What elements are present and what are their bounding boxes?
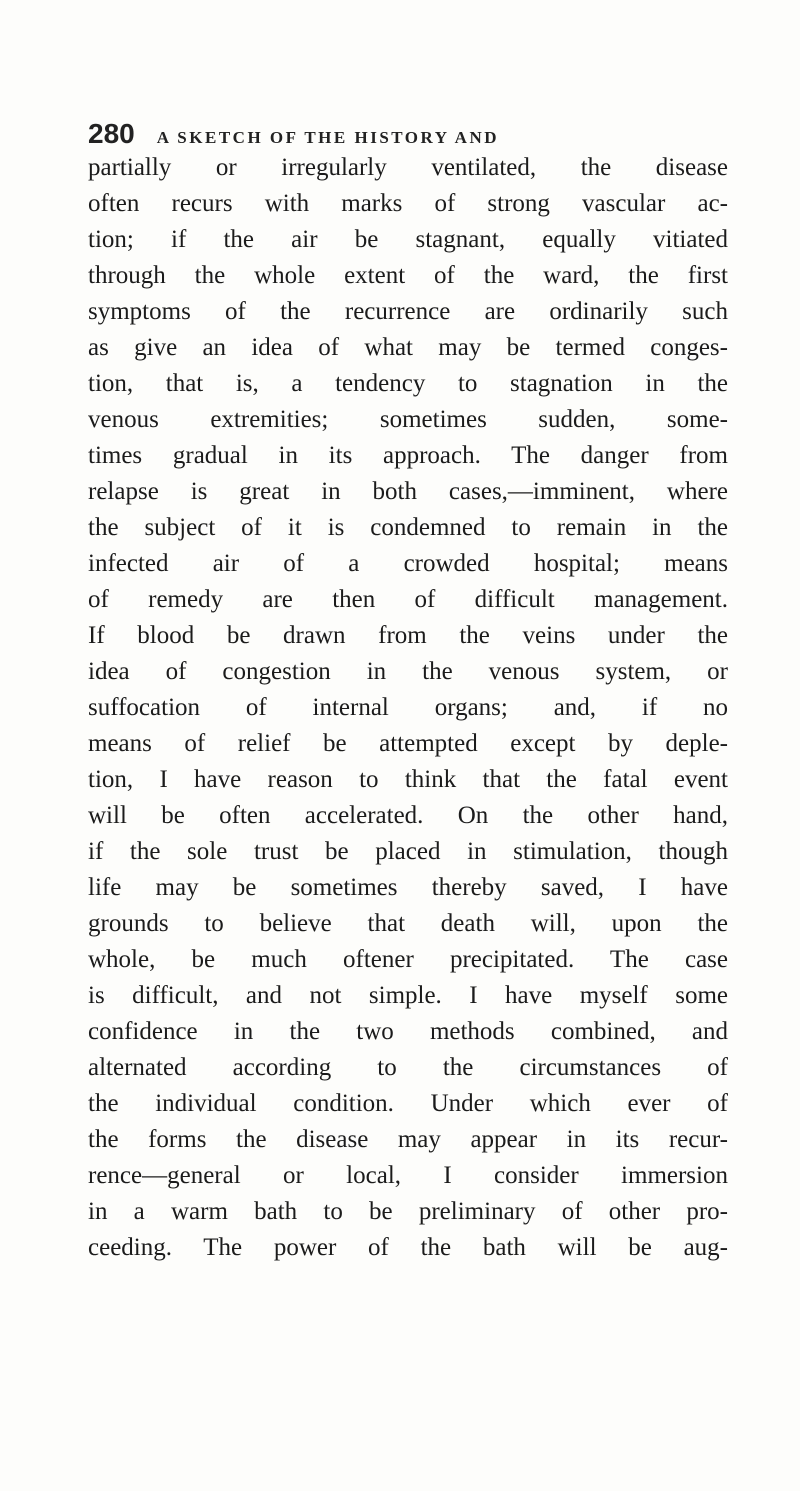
text-line: venous extremities; sometimes sudden, some- xyxy=(88,406,728,433)
running-head xyxy=(88,118,728,148)
text-line: as give an idea of what may be termed conges- xyxy=(88,334,728,361)
text-line: confidence in the two methods combined, and xyxy=(88,1018,728,1045)
text-line: if the sole trust be placed in stimulation, though xyxy=(88,838,728,865)
text-line: the forms the disease may appear in its recur- xyxy=(88,1126,728,1153)
text-line: of remedy are then of difficult management. xyxy=(88,586,728,613)
text-line: symptoms of the recurrence are ordinarily such xyxy=(88,298,728,325)
text-line: is difficult, and not simple. I have myself some xyxy=(88,982,728,1009)
text-line: often recurs with marks of strong vascular ac- xyxy=(88,190,728,217)
text-line: alternated according to the circumstances of xyxy=(88,1054,728,1081)
text-line: means of relief be attempted except by deple- xyxy=(88,730,728,757)
text-line: tion, that is, a tendency to stagnation in the xyxy=(88,370,728,397)
page-number: 280 xyxy=(88,118,135,149)
text-line: whole, be much oftener precipitated. The case xyxy=(88,946,728,973)
text-line: partially or irregularly ventilated, the disease xyxy=(88,154,728,181)
text-line: through the whole extent of the ward, the first xyxy=(88,262,728,289)
text-line: will be often accelerated. On the other hand, xyxy=(88,802,728,829)
text-line: tion; if the air be stagnant, equally vitiated xyxy=(88,226,728,253)
text-line: tion, I have reason to think that the fatal event xyxy=(88,766,728,793)
text-line: ceeding. The power of the bath will be aug- xyxy=(88,1234,728,1261)
text-line: If blood be drawn from the veins under the xyxy=(88,622,728,649)
text-line: rence—general or local, I consider immersion xyxy=(88,1162,728,1189)
running-head-title: A SKETCH OF THE HISTORY AND xyxy=(156,128,499,147)
text-line: relapse is great in both cases,—imminent, where xyxy=(88,478,728,505)
text-line: life may be sometimes thereby saved, I have xyxy=(88,874,728,901)
text-line: times gradual in its approach. The danger from xyxy=(88,442,728,469)
text-line: in a warm bath to be preliminary of other pro- xyxy=(88,1198,728,1225)
body-text xyxy=(88,150,728,1266)
text-line: idea of congestion in the venous system, or xyxy=(88,658,728,685)
text-line: suffocation of internal organs; and, if no xyxy=(88,694,728,721)
text-line: the individual condition. Under which ever of xyxy=(88,1090,728,1117)
text-line: grounds to believe that death will, upon the xyxy=(88,910,728,937)
text-line: the subject of it is condemned to remain in the xyxy=(88,514,728,541)
text-line: infected air of a crowded hospital; means xyxy=(88,550,728,577)
